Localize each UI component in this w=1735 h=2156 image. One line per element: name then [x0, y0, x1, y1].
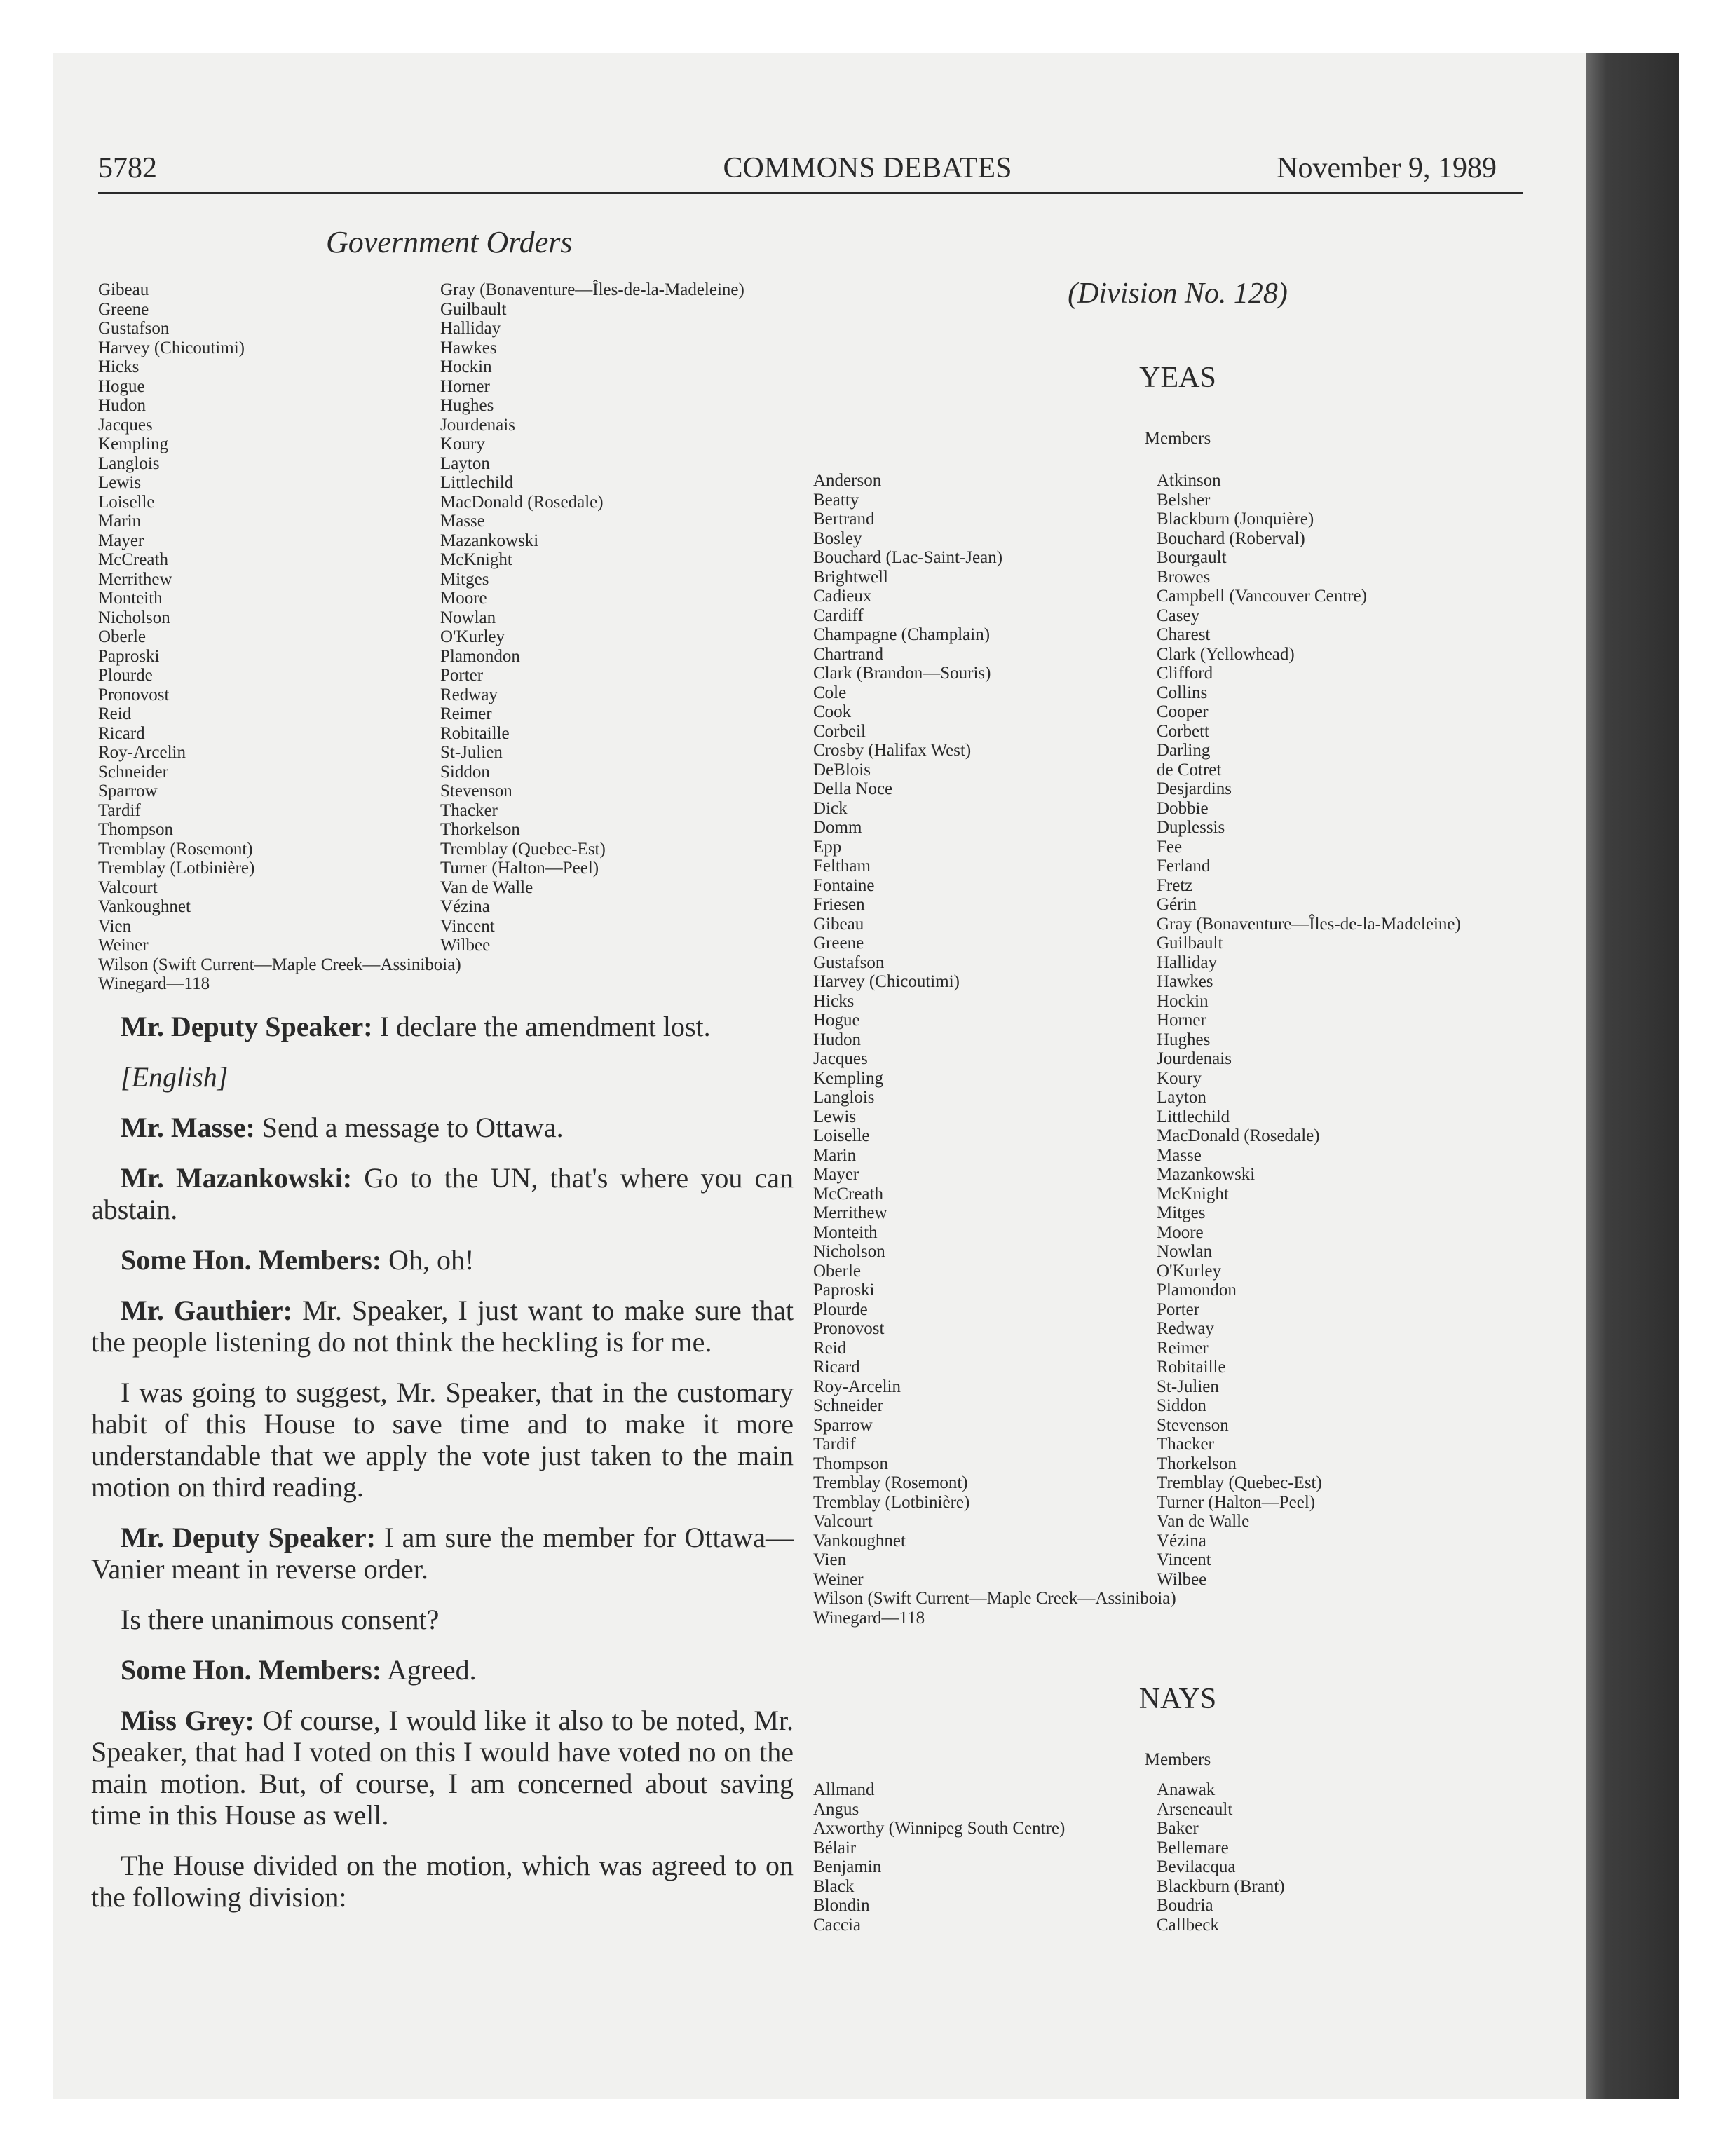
member-name: Plourde [98, 666, 153, 685]
member-name: Oberle [98, 627, 147, 646]
member-name: Bouchard (Roberval) [1157, 528, 1305, 548]
member-name: Charest [1157, 625, 1211, 644]
speech-text: Is there unanimous consent? [121, 1604, 440, 1635]
member-name: Gray (Bonaventure—Îles-de-la-Madeleine) [1157, 914, 1461, 934]
member-name: Vien [813, 1550, 847, 1569]
member-name: Reid [813, 1338, 847, 1358]
member-name: Valcourt [98, 878, 158, 897]
member-name: Schneider [813, 1396, 883, 1415]
member-name: Bourgault [1157, 548, 1227, 567]
member-name: McKnight [1157, 1184, 1229, 1203]
member-name: Guilbault [1157, 934, 1223, 953]
member-name: Hudon [98, 396, 147, 415]
member-name: Horner [1157, 1011, 1206, 1030]
member-name: Layton [440, 453, 490, 473]
member-name: Jourdenais [440, 415, 515, 435]
member-name: Brightwell [813, 567, 888, 587]
member-name: Arseneault [1157, 1799, 1233, 1819]
member-name: Hockin [1157, 991, 1209, 1011]
member-name: Nicholson [98, 608, 170, 627]
member-name: Vincent [440, 916, 495, 936]
member-name: Tremblay (Quebec-Est) [1157, 1473, 1322, 1492]
member-name: Greene [98, 299, 149, 319]
member-name: Hawkes [440, 338, 497, 357]
member-name: Vien [98, 916, 132, 936]
member-name: Hawkes [1157, 972, 1213, 991]
member-name: Crosby (Halifax West) [813, 741, 972, 760]
member-name: Masse [1157, 1145, 1202, 1165]
member-name: Boudria [1157, 1896, 1213, 1915]
section-title: Government Orders [326, 225, 573, 259]
member-name: Casey [1157, 606, 1200, 625]
debate-paragraph [91, 1705, 794, 1831]
member-name: Wilson (Swift Current—Maple Creek—Assiniboia) [813, 1589, 1176, 1608]
member-name: McKnight [440, 550, 512, 569]
member-name: Turner (Halton—Peel) [440, 859, 599, 878]
member-name: Gustafson [98, 319, 170, 338]
member-name: Monteith [813, 1222, 878, 1242]
member-name: Moore [1157, 1222, 1204, 1242]
member-name: Kempling [813, 1068, 883, 1088]
member-name: Mazankowski [440, 531, 539, 550]
speaker-name: Mr. Mazankowski: [121, 1162, 353, 1194]
member-name: Halliday [1157, 953, 1218, 972]
member-name: Koury [440, 435, 485, 453]
member-name: Campbell (Vancouver Centre) [1157, 587, 1367, 606]
member-name: Merrithew [98, 569, 172, 589]
member-name: Merrithew [813, 1203, 887, 1222]
member-name: St-Julien [1157, 1377, 1219, 1396]
member-name: Tardif [813, 1435, 856, 1454]
member-name: Anawak [1157, 1780, 1216, 1799]
debate-paragraph [91, 1162, 794, 1225]
debate-text [91, 1011, 794, 1932]
book-binding-shadow [1586, 53, 1679, 2099]
member-name: Sparrow [98, 782, 158, 800]
member-name: Champagne (Champlain) [813, 625, 991, 644]
speaker-name: Some Hon. Members: [121, 1244, 382, 1276]
speaker-name: Miss Grey: [121, 1705, 254, 1736]
member-name: Epp [813, 837, 842, 857]
member-name: Cole [813, 683, 847, 702]
member-name: Bellemare [1157, 1838, 1229, 1857]
member-name: Cardiff [813, 606, 864, 625]
member-name: Littlechild [440, 473, 514, 492]
member-name: Blackburn (Jonquière) [1157, 510, 1314, 528]
division-number: (Division No. 128) [1068, 278, 1288, 310]
member-name: Atkinson [1157, 471, 1221, 490]
member-name: Siddon [1157, 1396, 1206, 1415]
member-name: Vézina [1157, 1531, 1206, 1550]
member-name: Loiselle [98, 492, 155, 512]
member-name: Callbeck [1157, 1915, 1219, 1935]
previous-division-column-2 [440, 280, 744, 955]
member-name: McCreath [813, 1184, 883, 1203]
member-name: Hicks [98, 357, 140, 376]
member-name: Gray (Bonaventure—Îles-de-la-Madeleine) [440, 280, 744, 299]
member-name: Plamondon [1157, 1281, 1237, 1299]
member-name: Robitaille [1157, 1358, 1226, 1377]
yeas-column-1 [813, 471, 1002, 1589]
member-name: Plamondon [440, 646, 520, 666]
member-name: Fretz [1157, 875, 1193, 895]
member-name: Desjardins [1157, 779, 1232, 798]
member-name: Hughes [440, 396, 494, 415]
member-name: Cook [813, 702, 852, 721]
member-name: Moore [440, 589, 487, 608]
member-name: Thorkelson [1157, 1454, 1237, 1473]
member-name: Caccia [813, 1915, 862, 1935]
yeas-heading: YEAS [1139, 362, 1216, 394]
member-name: Mazankowski [1157, 1165, 1256, 1184]
nays-members-label: Members [1144, 1750, 1211, 1769]
member-name: Collins [1157, 683, 1208, 702]
member-name: Hudon [813, 1030, 862, 1049]
member-name: Tremblay (Lotbinière) [813, 1492, 970, 1512]
member-name: Dick [813, 798, 848, 818]
member-name: Roy-Arcelin [98, 743, 186, 762]
member-name: Nowlan [440, 608, 496, 627]
speech-text: Mr. Speaker, I just want to make sure that the people listening do not think the heckling is for me. [91, 1295, 794, 1358]
speech-text: Oh, oh! [381, 1244, 475, 1276]
speech-text: I am sure the member for Ottawa—Vanier meant in reverse order. [91, 1522, 794, 1585]
member-name: Stevenson [1157, 1415, 1229, 1435]
member-name: Hogue [98, 376, 145, 396]
member-name: Hogue [813, 1011, 860, 1030]
member-name: de Cotret [1157, 760, 1222, 779]
member-name: Vézina [440, 897, 490, 916]
member-name: Jacques [813, 1049, 868, 1068]
member-name: Marin [98, 512, 142, 531]
member-name: Wilbee [440, 936, 491, 955]
member-name: O'Kurley [440, 627, 505, 646]
member-name: Hockin [440, 357, 492, 376]
member-name: Baker [1157, 1819, 1199, 1838]
member-name: Vankoughnet [813, 1531, 906, 1550]
member-name: Corbeil [813, 721, 866, 741]
member-name: Clark (Yellowhead) [1157, 644, 1295, 664]
member-name: Oberle [813, 1261, 862, 1281]
member-name: Van de Walle [440, 878, 533, 897]
member-name: Beatty [813, 490, 859, 510]
member-name: Pronovost [813, 1319, 885, 1338]
speaker-name: Some Hon. Members: [121, 1654, 382, 1686]
member-name: Weiner [98, 936, 149, 955]
nays-column-2 [1157, 1780, 1285, 1935]
member-name: Koury [1157, 1068, 1202, 1088]
member-name: Mayer [98, 531, 144, 550]
member-name: Gustafson [813, 953, 885, 972]
member-name: Allmand [813, 1780, 875, 1799]
member-name: Jourdenais [1157, 1049, 1232, 1068]
running-title: COMMONS DEBATES [723, 152, 1012, 184]
debate-paragraph [91, 1850, 794, 1913]
member-name: Monteith [98, 589, 163, 608]
header-rule [98, 192, 1523, 194]
member-name: Thorkelson [440, 820, 520, 839]
member-name: Valcourt [813, 1512, 873, 1531]
debate-paragraph [91, 1112, 794, 1143]
member-name: Thompson [98, 820, 173, 839]
yeas-tail [813, 1589, 1176, 1628]
member-name: McCreath [98, 550, 168, 569]
member-name: Reid [98, 704, 132, 723]
member-name: Browes [1157, 567, 1211, 587]
speech-text: Agreed. [381, 1654, 477, 1686]
member-name: Loiselle [813, 1126, 870, 1145]
member-name: Lewis [98, 473, 142, 492]
speaker-name: Mr. Deputy Speaker: [121, 1522, 376, 1553]
member-name: Clifford [1157, 664, 1213, 683]
member-name: Nowlan [1157, 1242, 1213, 1261]
member-name: Mitges [440, 569, 489, 589]
member-name: Sparrow [813, 1415, 873, 1435]
debate-paragraph [91, 1522, 794, 1585]
member-name: Stevenson [440, 782, 512, 800]
member-name: Blackburn (Brant) [1157, 1876, 1285, 1896]
member-name: Gibeau [98, 280, 149, 299]
member-name: Tremblay (Lotbinière) [98, 859, 255, 878]
member-name: Clark (Brandon—Souris) [813, 664, 991, 683]
member-name: St-Julien [440, 743, 503, 762]
member-name: MacDonald (Rosedale) [1157, 1126, 1320, 1145]
member-name: Cooper [1157, 702, 1209, 721]
speech-text: I declare the amendment lost. [372, 1011, 711, 1042]
member-name: Cadieux [813, 587, 872, 606]
member-name: Mitges [1157, 1203, 1206, 1222]
member-name: Langlois [813, 1088, 875, 1107]
member-name: Friesen [813, 895, 865, 914]
member-name: Langlois [98, 453, 160, 473]
member-name: Fontaine [813, 875, 875, 895]
member-name: Bosley [813, 528, 862, 548]
member-name: Darling [1157, 741, 1211, 760]
member-name: Layton [1157, 1088, 1206, 1107]
member-name: Bertrand [813, 510, 875, 528]
member-name: Robitaille [440, 723, 510, 743]
member-name: O'Kurley [1157, 1261, 1221, 1281]
member-name: Porter [1157, 1299, 1200, 1319]
member-name: Black [813, 1876, 855, 1896]
member-name: Chartrand [813, 644, 883, 664]
member-name: Gérin [1157, 895, 1197, 914]
member-name: Tremblay (Rosemont) [813, 1473, 968, 1492]
member-name: Harvey (Chicoutimi) [813, 972, 960, 991]
member-name: Winegard—118 [98, 974, 210, 993]
member-name: Nicholson [813, 1242, 885, 1261]
member-name: Thacker [1157, 1435, 1214, 1454]
debate-paragraph [91, 1377, 794, 1503]
member-name: Schneider [98, 762, 168, 782]
member-name: Della Noce [813, 779, 893, 798]
member-name: Plourde [813, 1299, 868, 1319]
member-name: Bélair [813, 1838, 857, 1857]
member-name: Horner [440, 376, 490, 396]
member-name: Mayer [813, 1165, 859, 1184]
member-name: Roy-Arcelin [813, 1377, 901, 1396]
member-name: Hicks [813, 991, 855, 1011]
nays-heading: NAYS [1138, 1683, 1217, 1715]
member-name: Tremblay (Quebec-Est) [440, 839, 606, 859]
speaker-name: Mr. Deputy Speaker: [121, 1011, 373, 1042]
speech-text: I was going to suggest, Mr. Speaker, that in the customary habit of this House to save time and to make it more understandable that we apply the vote just taken to the main motion on third reading. [91, 1377, 794, 1503]
member-name: Axworthy (Winnipeg South Centre) [813, 1819, 1066, 1838]
yeas-members-label: Members [1144, 429, 1211, 448]
member-name: Wilbee [1157, 1569, 1207, 1589]
member-name: Porter [440, 666, 484, 685]
member-name: Domm [813, 818, 862, 837]
member-name: Paproski [813, 1281, 875, 1299]
member-name: Kempling [98, 435, 168, 453]
member-name: Winegard—118 [813, 1608, 925, 1628]
member-name: Thacker [440, 800, 498, 820]
member-name: Redway [1157, 1319, 1214, 1338]
speaker-name: Mr. Gauthier: [121, 1295, 292, 1326]
speaker-name: Mr. Masse: [121, 1112, 255, 1143]
member-name: Weiner [813, 1569, 864, 1589]
member-name: Angus [813, 1799, 859, 1819]
member-name: DeBlois [813, 760, 871, 779]
member-name: Bevilacqua [1157, 1857, 1236, 1876]
member-name: Gibeau [813, 914, 864, 934]
member-name: Pronovost [98, 685, 170, 704]
member-name: Jacques [98, 415, 153, 435]
member-name: Siddon [440, 762, 490, 782]
speech-text: The House divided on the motion, which was agreed to on the following division: [91, 1850, 794, 1913]
member-name: Lewis [813, 1107, 857, 1126]
member-name: Feltham [813, 857, 871, 875]
member-name: Wilson (Swift Current—Maple Creek—Assiniboia) [98, 955, 461, 974]
member-name: Harvey (Chicoutimi) [98, 338, 245, 357]
speech-text: Go to the UN, that's where you can abstain. [91, 1162, 794, 1225]
member-name: Duplessis [1157, 818, 1225, 837]
member-name: Vincent [1157, 1550, 1211, 1569]
yeas-column-2 [1157, 471, 1461, 1589]
member-name: Van de Walle [1157, 1512, 1250, 1531]
member-name: Corbett [1157, 721, 1209, 741]
debate-paragraph [91, 1011, 794, 1042]
language-marker: [English] [121, 1061, 229, 1093]
member-name: Redway [440, 685, 498, 704]
member-name: Dobbie [1157, 798, 1209, 818]
member-name: Marin [813, 1145, 857, 1165]
speech-text: Send a message to Ottawa. [254, 1112, 564, 1143]
member-name: Benjamin [813, 1857, 882, 1876]
debate-paragraph [91, 1295, 794, 1358]
member-name: Ricard [813, 1358, 860, 1377]
nays-column-1 [813, 1780, 1065, 1935]
member-name: Fee [1157, 837, 1183, 857]
member-name: Reimer [1157, 1338, 1209, 1358]
member-name: Littlechild [1157, 1107, 1230, 1126]
member-name: Ricard [98, 723, 145, 743]
member-name: Masse [440, 512, 485, 531]
member-name: Ferland [1157, 857, 1211, 875]
member-name: Vankoughnet [98, 897, 191, 916]
previous-division-tail [98, 955, 461, 994]
debate-paragraph [91, 1654, 794, 1686]
member-name: Turner (Halton—Peel) [1157, 1492, 1316, 1512]
member-name: Paproski [98, 646, 160, 666]
member-name: Tardif [98, 800, 141, 820]
member-name: Blondin [813, 1896, 870, 1915]
page-number: 5782 [98, 152, 157, 184]
member-name: Belsher [1157, 490, 1211, 510]
member-name: MacDonald (Rosedale) [440, 492, 604, 512]
previous-division-column-1 [98, 280, 254, 955]
member-name: Anderson [813, 471, 882, 490]
member-name: Bouchard (Lac-Saint-Jean) [813, 548, 1003, 567]
member-name: Hughes [1157, 1030, 1211, 1049]
member-name: Reimer [440, 704, 492, 723]
member-name: Greene [813, 934, 864, 953]
member-name: Tremblay (Rosemont) [98, 839, 253, 859]
member-name: Guilbault [440, 299, 507, 319]
debate-paragraph [91, 1604, 794, 1635]
member-name: Halliday [440, 319, 501, 338]
member-name: Thompson [813, 1454, 888, 1473]
debate-paragraph [91, 1244, 794, 1276]
page-date: November 9, 1989 [1277, 152, 1497, 184]
speech-text: Of course, I would like it also to be noted, Mr. Speaker, that had I voted on this I would have voted no on the main motion. But, of course, I am concerned about saving time in this House as well. [91, 1705, 794, 1831]
